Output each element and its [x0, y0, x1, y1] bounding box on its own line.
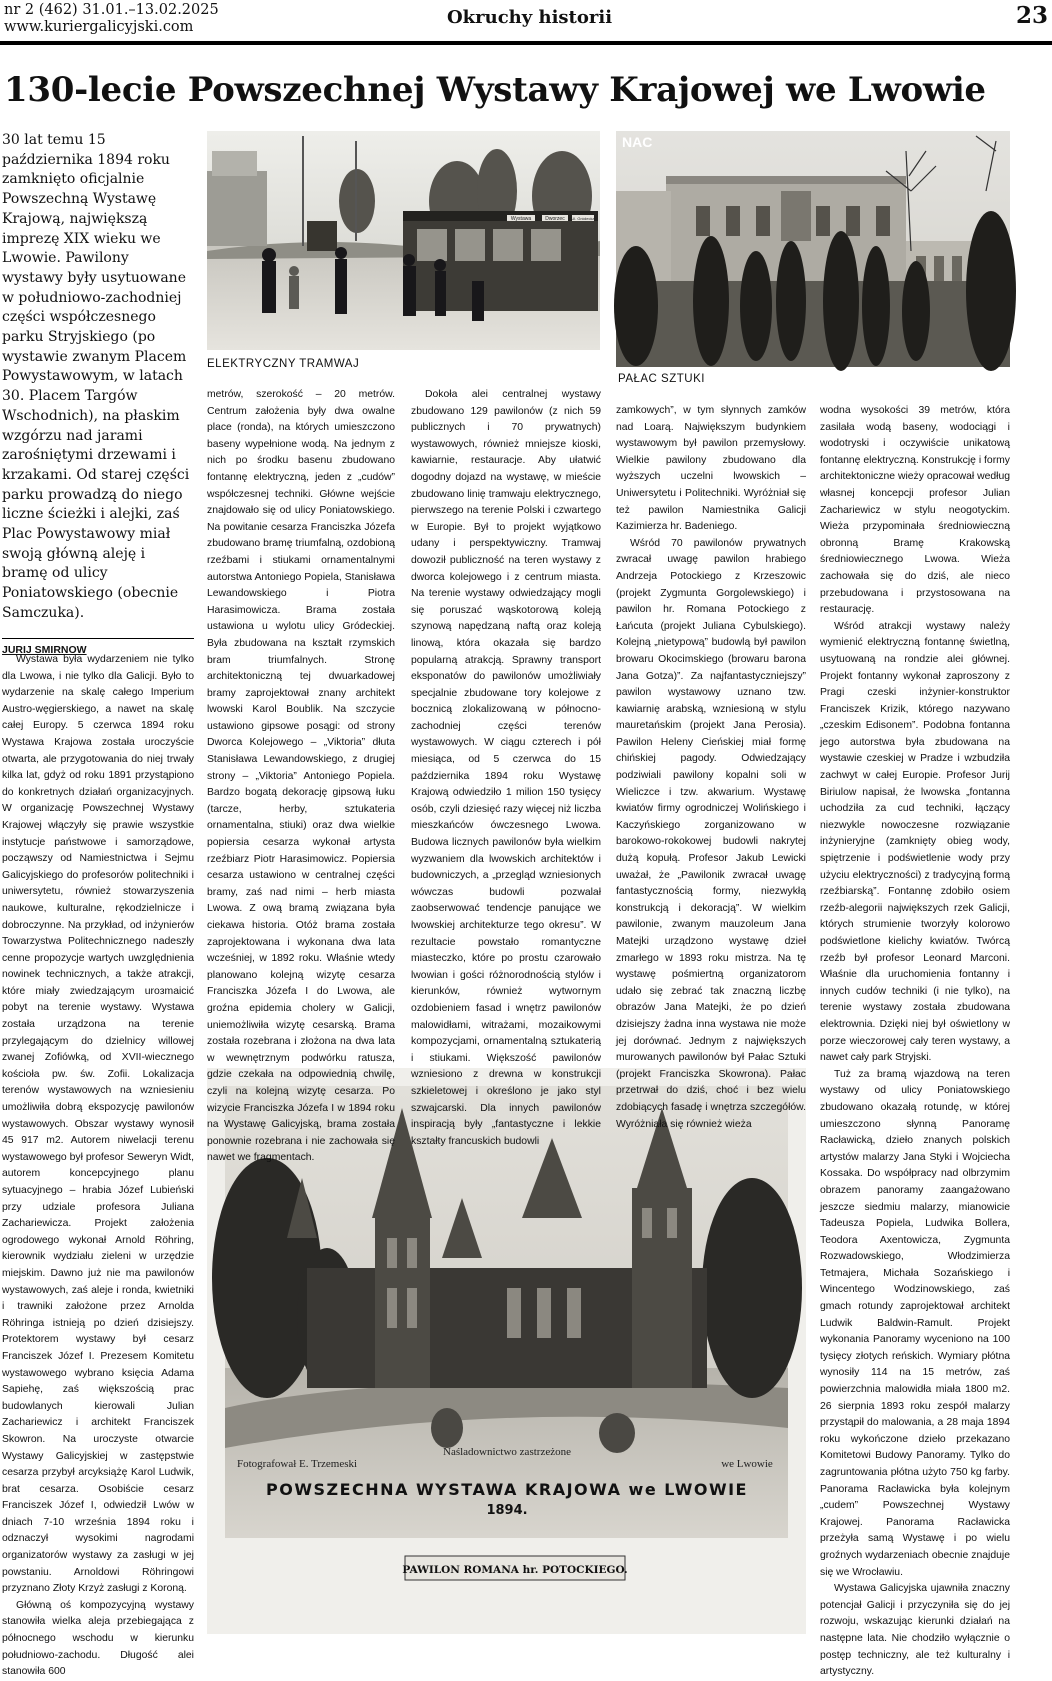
photographer-credit: Fotografował E. Trzemeski	[237, 1458, 358, 1470]
paragraph: Dokoła alei centralnej wystawy zbudowano 129 pawilonów (z nich 59 publicznych i 70 prywatnych) wystawowych, również mniejsze kioski, kawiarnie, restauracje. Aby ułatwić dogodny dojazd na wystawę, w mieście zbudowano linię tramwaju elektrycznego, pierwszego na terenie Polski i czwartego w Europie. Był to projekt wyjątkowo udany i perspektywiczny. Tramwaj dowoził publiczność na teren wystawy z dworca kolejowego i z centrum miasta. Na terenie wystawy odwiedzający mogli się poruszać wąskotorową koleją szynową napędzaną naftą oraz koleją linową, która okazała się bardzo popularną atrakcją. Sprawny transport eksponatów do pawilonów umożliwiały specjalnie zbudowane tory kolejowe z bocznicą zlokalizowaną w północno-zachodniej części terenów wystawowych. W ciągu czterech i pół miesiąca, od 5 czerwca do 15 października 1894 roku Wystawę Krajową odwiedziło 1 milion 150 tysięcy osób, czyli dziesięć razy więcej niż liczba mieszkańców ówczesnego Lwowa. Budowa licznych pawilonów była wielkim wyzwaniem dla lwowskich architektów i budowniczych, a „przegląd wzniesionych wówczas budowli pozwalał zaobserwować tendencje panujące we lwowskiej architekturze tego okresu”. W rezultacie powstało romantyczne miasteczko, które po prostu czarowało lwowian i gości różnorodnością stylów i kierunków, również wytwornym ozdobieniem fasad i wnętrz pawilonów malowidłami, witrażami, mozaikowymi kompozycjami, ornamentalną sztukaterią i stiukami. Większość pawilonów wzniesiono z drewna w konstrukcji szkieletowej i określono je jako styl szwajcarski. Dla innych pawilonów inspiracją były „fantastyczne i lekkie kształty francuskich budowli	[411, 389, 601, 1147]
city-note: we Lwowie	[721, 1458, 773, 1470]
tram-sign-2: Dworzec	[545, 216, 565, 222]
article-headline: 130-lecie Powszechnej Wystawy Krajowej we Lwowie	[4, 70, 986, 110]
paragraph: Wśród atrakcji wystawy należy wymienić elektryczną fontannę świetlną, usytuowaną na rondzie alei głównej. Projekt fontanny wykonał zaproszony z Pragi czeski inżynier-konstruktor Franciszek Krizik, którego nazywano „czeskim Edisonem”. Podobna fontanna jego autorstwa była zbudowana na wystawie czeskiej w Pradze i wzbudziła zachwyt w całej Europie. Profesor Jurij Biriulow napisał, że lwowska „fontanna uchodziła za cud techniki, łączący niezwykle nowoczesne rozwiązanie inżynieryjne (zamknięty obieg wody, spiętrzenie i podświetlenie wody przy użyciu elektryczności) z tradycyjną formą rzeźbiarską”. Fontannę zdobiło osiem rzeźb-alegorii największych rzek Galicji, których strumienie tworzyły kolorowo podświetlone kielichy kwiatów. Twórcą rzeźb był profesor Leonard Marconi. Właśnie dla uruchomienia fontanny i innych cudów techniki (i nie tylko), na terenie wystawy została zbudowana elektrownia. Dzięki niej był oświetlony w porze wieczorowej cały teren wystawy, a nawet cały park Stryjski.	[820, 620, 1010, 1064]
postcard-subtitle: PAWILON ROMANA hr. POTOCKIEGO.	[402, 1564, 628, 1576]
rights-note: Naśladownictwo zastrzeżone	[443, 1446, 571, 1458]
paragraph: Wystawa Galicyjska ujawniła znaczny potencjał Galicji i przyczyniła się do jej rozwoju, wskazując kierunki działań na następne lata. Nie chodziło wyłącznie o postęp techniczny, ale też kulturalny i artystyczny.	[820, 1583, 1010, 1678]
article-column-3	[411, 387, 601, 1147]
section-title: Okruchy historii	[447, 7, 613, 28]
page-number: 23	[1015, 2, 1048, 29]
paragraph: metrów, szerokość – 20 metrów. Centrum założenia były dwa owalne place (ronda), na których umieszczono baseny wypełnione wodą. Na jednym z nich po środku basenu zbudowano fontannę elektryczną, jeden z „cudów” współczesnej techniki. Główne wejście znajdowało się od ulicy Poniatowskiego. Na powitanie cesarza Franciszka Józefa zbudowano bramę triumfalną, ozdobioną rzeźbami i stiukami ornamentalnymi autorstwa Antoniego Popiela, Stanisława Lewandowskiego i Piotra Harasimowicza. Brama została ustawiona u wylotu ulicy Gródeckiej. Była zbudowana na kształt rzymskich bram triumfalnych. Stronę architektoniczną tej dwuarkadowej bramy zaprojektował znany architekt lwowski Karol Boublik. Na szczycie ustawiono gipsowe posągi: od strony Dworca Kolejowego – „Viktoria” dłuta Stanisława Lewandowskiego, z drugiej strony – „Viktoria” Antoniego Popiela. Bardzo bogatą dekorację gipsową łuku (tarcze, herby, sztukateria ornamentalna, stiuki) oraz dwa wielkie popiersia cesarza wykonał artysta rzeźbiarz Piotr Harasimowicz. Popiersia cesarza ustawiono w centralnej części bramy, zaś nad nimi – herb miasta Lwowa. Z ową bramą związana była ciekawa historia. Otóż brama została zaprojektowana i wykonana dwa lata wcześniej, w 1892 roku. Właśnie wtedy planowano kolejną wizytę cesarza Franciszka Józefa I do Lwowa, ale groźna epidemia cholery w Galicji, uniemożliwiła wizytę cesarską. Brama została rozebrana i złożona na dwa lata w wewnętrznym podwórku ratusza, gdzie czekała na odpowiednią chwilę, czyli na kolejną wizytę cesarza. Po wizycie Franciszka Józefa I w 1894 roku na Wystawę Galicyjską, brama została ponownie rozebrana i nie zachowała się nawet we fragmentach.	[207, 389, 395, 1164]
article-column-2	[207, 387, 395, 1164]
tram-photo	[207, 131, 600, 350]
header-rule	[0, 41, 1052, 45]
website-link[interactable]: www.kuriergalicyjski.com	[4, 19, 194, 35]
postcard-year: 1894.	[486, 1503, 528, 1518]
palace-caption: PAŁAC SZTUKI	[618, 373, 705, 385]
nac-watermark: NAC	[622, 134, 653, 150]
article-column-4	[616, 403, 806, 1130]
article-column-5	[820, 403, 1011, 1678]
paragraph: zamkowych”, w tym słynnych zamków nad Loarą. Największym budynkiem wystawowym był pawilon przemysłowy. Wielkie pawilony zbudowano dla wyższych uczelni lwowskich – Uniwersytetu i Politechniki. Wyróżniał się też pawilon Namiestnika Galicji Kazimierza hr. Badeniego.	[616, 405, 806, 533]
postcard-title: POWSZECHNA WYSTAWA KRAJOWA we LWOWIE	[266, 1480, 748, 1499]
author-byline: JURIJ SMIRNOW	[2, 644, 87, 656]
tram-sign-3: Ul. Gródecka	[571, 216, 595, 221]
paragraph: Główną oś kompozycyjną wystawy stanowiła wielka aleja przebiegająca z północnego wschodu w kierunku południowo-zachodu. Długość alei stanowiła 600	[2, 1599, 194, 1678]
article-column-1	[2, 652, 194, 1678]
palace-photo	[616, 131, 1010, 367]
tram-sign-1: Wystawa	[510, 216, 532, 222]
paragraph: Tuż za bramą wjazdową na teren wystawy od ulicy Poniatowskiego zbudowano okazałą rotundę, w której umieszczono słynną Panoramę Racławicką, dzieło znanych polskich artystów malarzy Jana Styki i Wojciecha Kossaka. Do współpracy nad olbrzymim obrazem panoramy zaangażowano jeszcze siedmiu malarzy, mianowicie Tadeusza Popiela, Ludwika Bollera, Teodora Axentowicza, Zygmunta Rozwadowskiego, Włodzimierza Tetmajera, Michała Sozańskiego i Wincentego Wodzinowskiego, zaś gmach rotundy zaprojektował architekt Ludwik Baldwin-Ramult. Projekt wykonania Panoramy wyceniono na 100 tysięcy złotych reńskich. Wymiary płótna wynosiły 114 na 15 metrów, zaś powierzchnia malowidła miała 1800 m2. 26 sierpnia 1893 roku zespół malarzy przystąpił do malowania, a 28 maja 1894 roku wykończone dzieło przekazano Komitetowi Budowy Panoramy. Tylko do zagruntowania płótna użyto 750 kg farby. Panorama Racławicka była kolejnym „cudem” Powszechnej Wystawy Krajowej. Panorama Racławicka przeżyła samą Wystawę i po wielu groźnych wydarzeniach obecnie znajduje się we Wrocławiu.	[820, 1068, 1010, 1578]
issue-line: nr 2 (462) 31.01.–13.02.2025	[4, 2, 219, 18]
paragraph: Wystawa była wydarzeniem nie tylko dla Lwowa, i nie tylko dla Galicji. Było to wydarzenie na skalę całego Imperium Austro-węgierskiego, a nawet na skalę całej Europy. 5 czerwca 1894 roku Wystawa Krajowa została uroczyście otwarta, ale przygotowania do niej trwały kilka lat, gdyż od roku 1891 przystąpiono do konkretnych działań organizacyjnych. W organizację Powszechnej Wystawy Krajowej włączyły się prawie wszystkie instytucje państwowe i samorządowe, począwszy od Namiestnictwa i Sejmu Galicyjskiego do profesorów politechniki i uniwersytetu, również stowarzyszenia naukowe, kulturalne, rękodzielnicze i dobroczynne. Na przykład, od inżynierów Towarzystwa Politechnicznego nadeszły cenne propozycje wartych uwzględnienia nowinek technicznych, a także atrakcji, które miały zwiedzającym uroзmaicić pobyt na terenie wystawy. Wystawa została urządzona na terenie przylegającym do dzielnicy willowej zwanej Zofiówką, od XVII-wiecznego kościoła pw. św. Zofii. Lokalizacja terenów wystawowych na wzniesieniu umożliwiła dobrą ekspozycję pawilonów wystawowych. Obszar wystawy wynosił 45 917 m2. Autorem niwelacji terenu wystawowego był profesor Seweryn Widt, autorem koncepcyjnego planu sytuacyjnego – hrabia Józef Lubieński przy udziale profesora Juliana Zachariewicza. Projekt założenia ogrodowego wykonał Arnold Röhring, kierownik wydziału zieleni w urzędzie miejskim. Dawno już nie ma pawilonów wystawowych, zaś aleje i ronda, kwietniki i trawniki założone przez Arnolda Röhringa istnieją po dzień dzisiejszy. Protektorem wystawy był cesarz Franciszek Józef I. Prezesem Komitetu wystawowego wybrano księcia Adama Sapiehę, zaś większością prac budowlanych kierowali Julian Zachariewicz i architekt Franciszek Skowron. Na uroczyste otwarcie Wystawy Galicyjskiej w zastępstwie cesarza przybył arcyksiążę Karol Ludwik, brat cesarza. Osobiście cesarz Franciszek Józef I, odwiedził Lwów w dniach 7-10 września 1894 roku i odznaczył wysokimi nagrodami organizatorów wystawy za zasługi w jej powstaniu. Arnoldowi Röhringowi przyznano Złoty Krzyż zasługi z Koroną.	[2, 654, 194, 1595]
masthead-info	[4, 2, 219, 36]
article-lead: 30 lat temu 15 października 1894 roku zamknięto oficjalnie Powszechną Wystawę Krajową, największą imprezę XIX wieku we Lwowie. Pawilony wystawy były usytuowane w południowo-zachodniej części współczesnego parku Stryjskiego (po wystawie zwanym Placem Powystawowym, w latach 30. Placem Targów Wschodnich), na płaskim wzgórzu nad jarami zarośniętymi drzewami i krzakami. Od starej części parku prowadzą do niego liczne ścieżki i alejki, zaś Plac Powystawowy miał swoją główną aleję i bramę od ulicy Poniatowskiego (obecnie Samczuka).	[2, 132, 190, 621]
byline-rule	[2, 638, 194, 639]
tram-caption: ELEKTRYCZNY TRAMWAJ	[207, 358, 360, 370]
paragraph: Wśród 70 pawilonów prywatnych zwracał uwagę pawilon hrabiego Andrzeja Potockiego z Krzeszowic (projekt Zygmunta Gorgolewskiego) i pawilon hr. Romana Potockiego z Łańcuta (projekt Juliana Cybulskiego). Kolejną „nietypową” budowlą był pawilon browaru Okocimskiego (browaru barona Jana Gotza)”. Za najfantastyczniejszy” pawilon wystawowy uznano tzw. kawiarnię arabską, wzniesioną w stylu mauretańskim (projekt Jana Perosia). Pawilon Heleny Cieńskiej miał formę chińskiej pagody. Odwiedzający podziwiali pawilony kopalni soli w Wieliczce i tzw. akwarium. Wystawę kwiatów firmy ogrodniczej Wolińskiego i Kaczyńskiego zorganizowano w barokowo-rokokowej budowli nakrytej dużą kopułą. Profesor Jakub Lewicki uważał, że „Pawilonik zwracał uwagę fantastycznością formy, niezwykłą konstrukcją i dekoracją”. W wielkim pawilonie, zwanym mauzoleum Jana Matejki urządzono wystawę dzieł zmarłego w 1893 roku mistrza. Na tę wystawę pośmiertną organizatorom udało się zebrać tak znaczną liczbę obrazów Jana Matejki, że po dzień dzisiejszy żadna inna wystawa nie może jej dorównać. Jednym z największych murowanych pawilonów był Pałac Sztuki (projekt Franciszka Skowrona). Pałac przetrwał do dziś, choć i bez wielu zdobiących fasadę i wnętrza szczegółów. Wyróżniała się również wieża	[616, 537, 806, 1130]
paragraph: wodna wysokości 39 metrów, która zasilała wodą baseny, wodociągi i wodotryski i oczywiście unikatową fontannę elektryczną. Konstrukcję i formy architektoniczne wieży opracował według własnej koncepcji profesor Julian Zachariewicz w stylu neogotyckim. Wieża przypominała średniowieczną obronną Bramę Krakowską średniowiecznego Lwowa. Wieża zachowała się do dziś, ale nieco przebudowana i przystosowana na restaurację.	[820, 405, 1011, 616]
